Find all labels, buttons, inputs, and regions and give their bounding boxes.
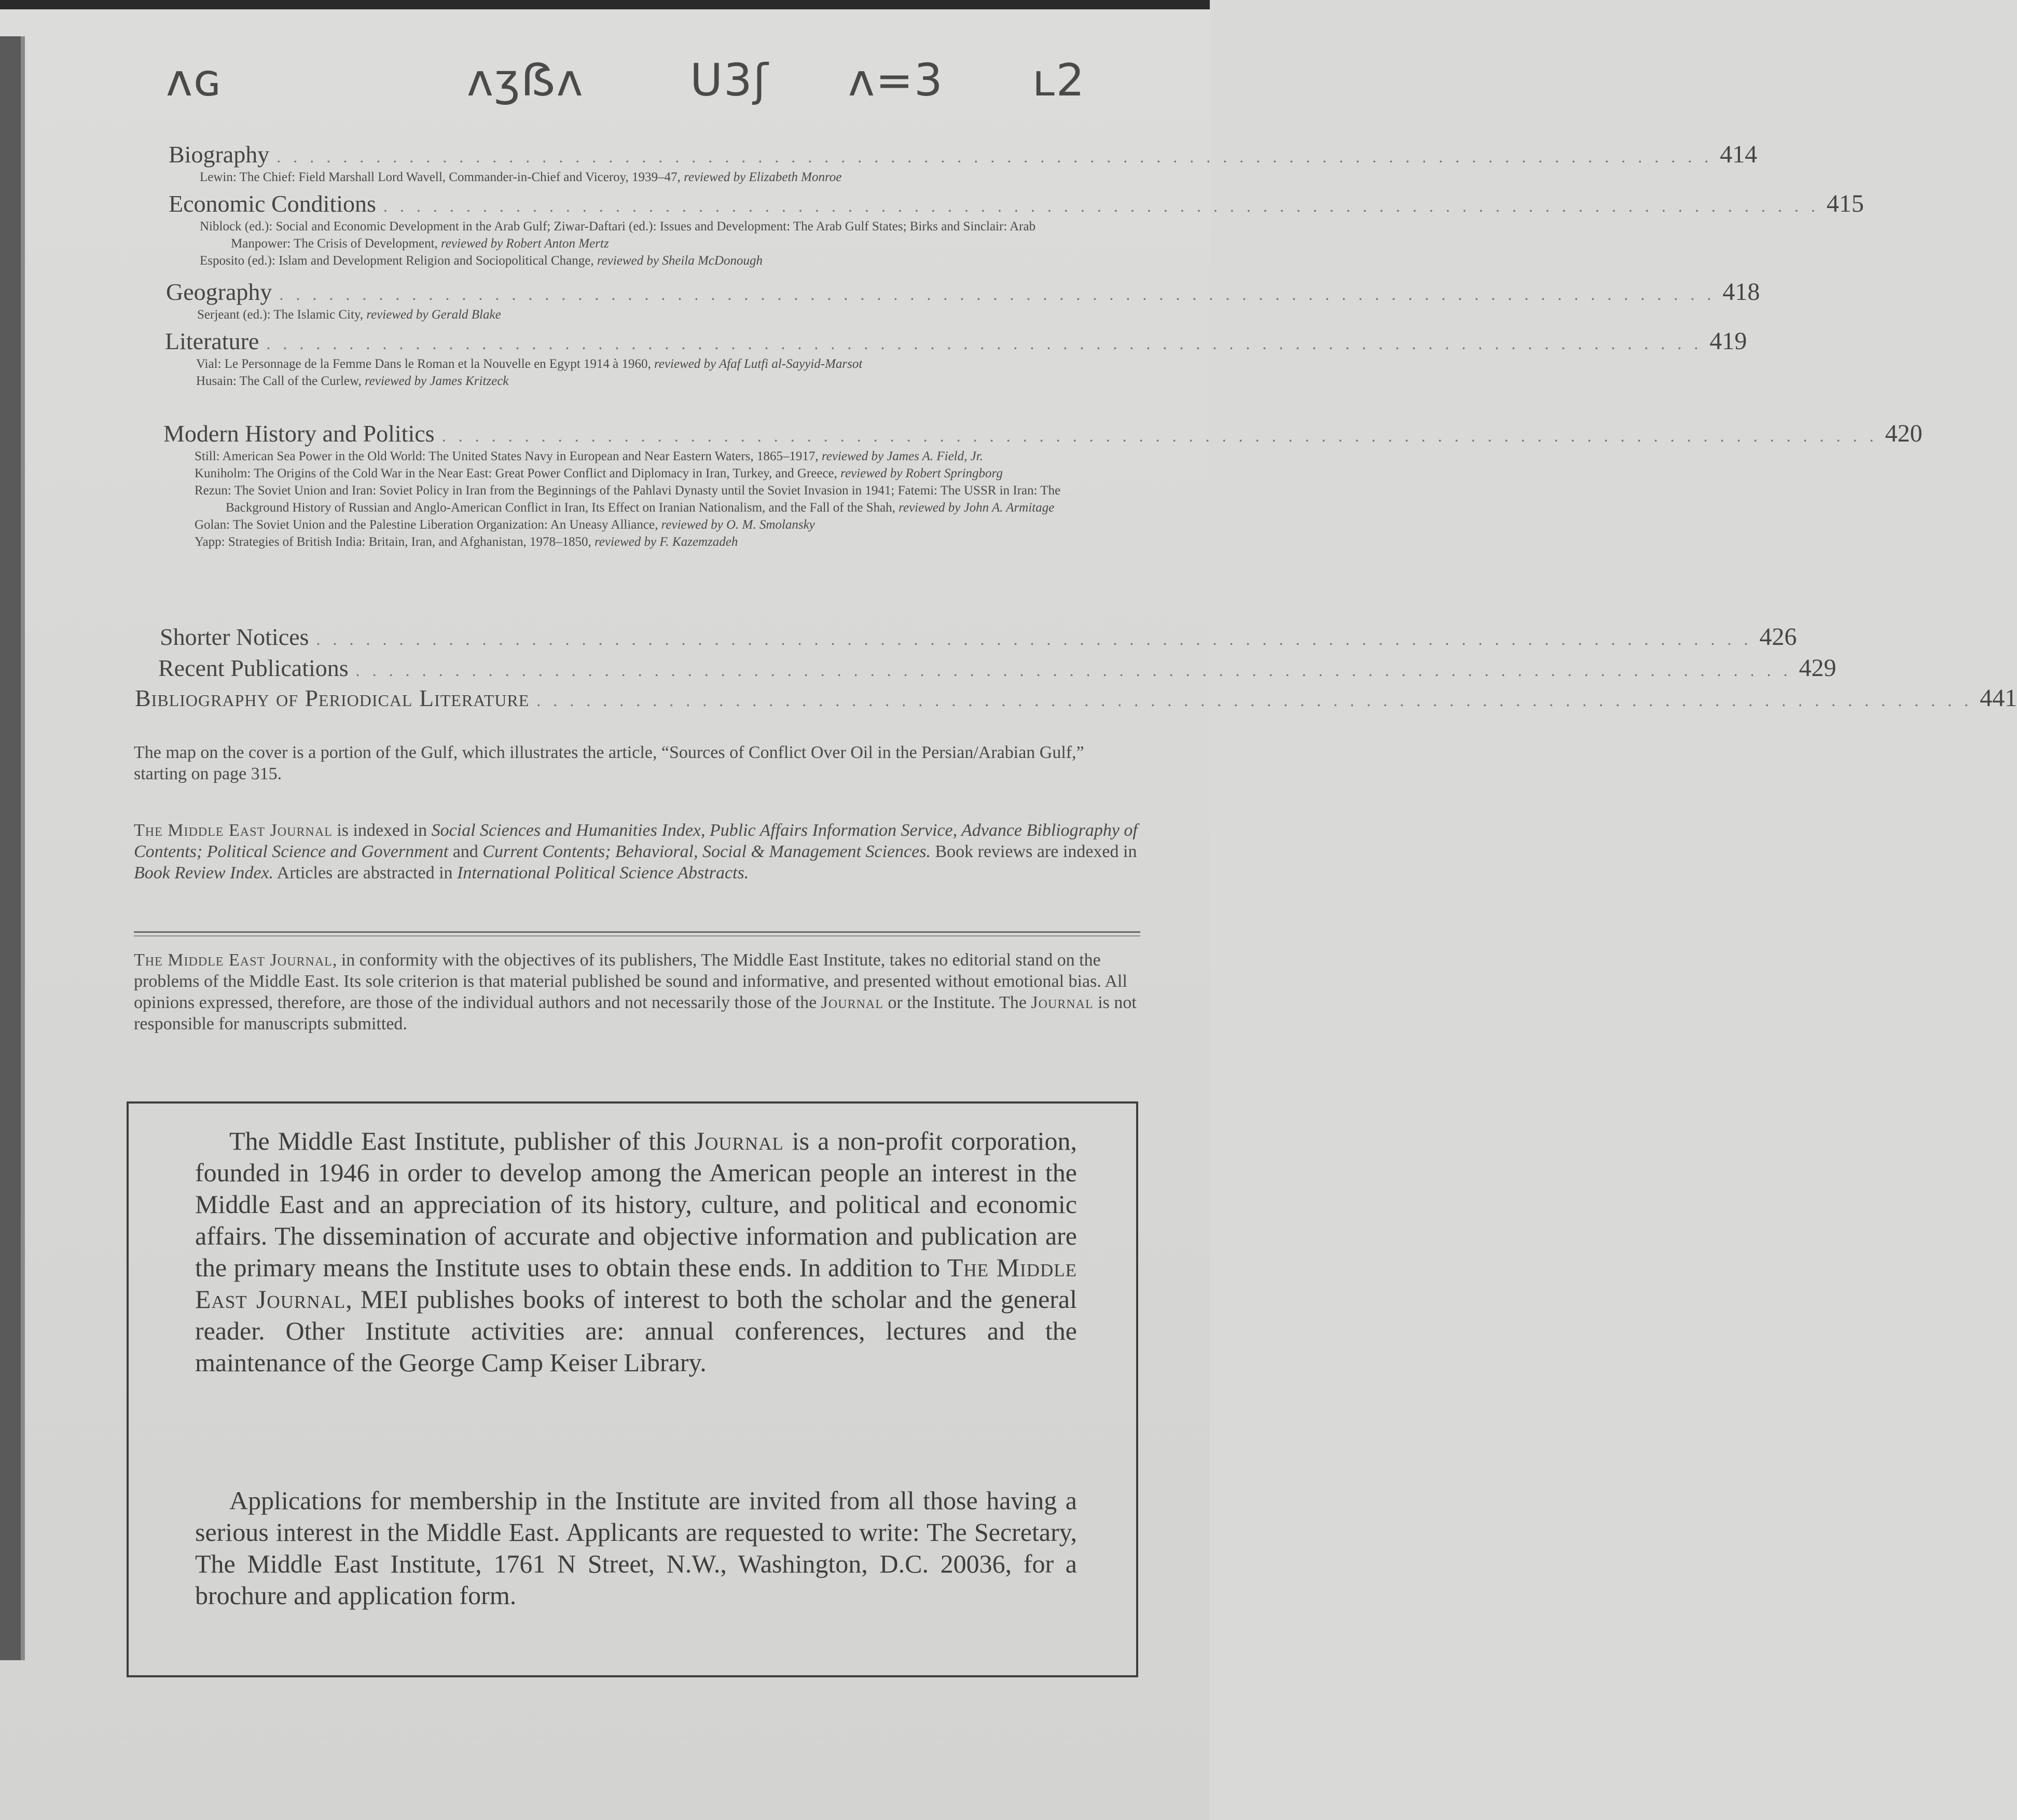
institute-info-box	[127, 1101, 1138, 1677]
handwritten-part: ʟ2	[1032, 54, 1086, 106]
toc-entry	[135, 684, 2017, 712]
journal-name: The Middle East Journal	[134, 950, 333, 970]
handwritten-part: ʌɢ	[166, 54, 223, 106]
review-reviewer: reviewed by James A. Field, Jr.	[821, 449, 983, 463]
book-review	[163, 465, 1084, 482]
toc-entry	[169, 140, 1758, 186]
indexing-note	[134, 820, 1140, 884]
institute-description	[195, 1125, 1077, 1378]
review-citation: Lewin: The Chief: Field Marshall Lord Wavell, Commander-in-Chief and Viceroy, 1939–47,	[200, 170, 681, 184]
text-run: , MEI publishes books of interest to both the scholar and the general reader. Other Institute activities are: annual conferences, lectures and the maintenance of the George Camp Keiser Library.	[195, 1285, 1077, 1377]
review-citation: Golan: The Soviet Union and the Palestine Liberation Organization: An Uneasy Alliance,	[195, 518, 658, 532]
journal-word: Journal	[821, 993, 883, 1012]
toc-page-number: 418	[1722, 278, 1760, 306]
toc-section-title: Geography	[166, 279, 272, 305]
book-review	[169, 252, 1084, 269]
review-reviewer: reviewed by Robert Anton Mertz	[441, 237, 609, 251]
toc-page-number: 415	[1826, 190, 1864, 217]
book-review	[163, 448, 1084, 465]
text-run: is indexed in	[332, 821, 432, 840]
toc-leader-dots: . . . . . . . . . . . . . . . . . . . . . . . . . . . . . . . . . . . . . . . . . . . . . . . . . . . . . . . . . . . . . . . . . . . . . . . . . . . . . . . . . . . . . . .	[266, 334, 1703, 353]
review-reviewer: reviewed by O. M. Smolansky	[661, 518, 815, 532]
handwritten-part: U3ʃ	[690, 54, 769, 106]
toc-section-title: Shorter Notices	[160, 624, 309, 650]
toc-page-number: 441	[1980, 684, 2017, 712]
toc-page-number: 426	[1759, 623, 1797, 651]
toc-entry	[169, 189, 1864, 269]
index-names: Social Sciences and Humanities Index, Public Affairs Information Service, Advance Bibliography of Contents; Political Science and Government	[134, 821, 1138, 861]
toc-section-title: Modern History and Politics	[163, 420, 435, 447]
text-run: The Middle East Institute, publisher of this	[229, 1126, 695, 1155]
review-citation: Serjeant (ed.): The Islamic City,	[197, 308, 364, 322]
membership-info: Applications for membership in the Institute are invited from all those having a serious interest in the Middle East. Applicants are requested to write: The Secretary, The Middle East Institute, 1761 N Street, N.W., Washington, D.C. 20036, for a brochure and application form.	[195, 1486, 1077, 1610]
review-citation: Niblock (ed.): Social and Economic Development in the Arab Gulf; Ziwar-Daftari (ed.): Issues and Development: The Arab Gulf States; Birks and Sinclair: Arab Manpower: The Crisis of Development,	[200, 219, 1036, 251]
book-review	[169, 218, 1084, 252]
scan-binding-edge	[0, 36, 21, 1660]
toc-leader-dots: . . . . . . . . . . . . . . . . . . . . . . . . . . . . . . . . . . . . . . . . . . . . . . . . . . . . . . . . . . . . . . . . . . . . . . . . . . . . . . . . . . . . . . .	[277, 147, 1713, 166]
review-citation: Still: American Sea Power in the Old World: The United States Navy in European and Near Eastern Waters, 1865–1917,	[195, 449, 819, 463]
double-rule-top	[134, 931, 1140, 933]
cover-note: The map on the cover is a portion of the Gulf, which illustrates the article, “Sources of Conflict Over Oil in the Persian/Arabian Gulf,” starting on page 315.	[134, 743, 1084, 783]
review-citation: Vial: Le Personnage de la Femme Dans le Roman et la Nouvelle en Egypt 1914 à 1960,	[196, 357, 651, 371]
scan-binding-edge-inner	[21, 36, 25, 1660]
journal-word: Journal	[694, 1126, 784, 1155]
toc-section-title: Bibliography of Periodical Literature	[135, 685, 530, 711]
review-citation: Yapp: Strategies of British India: Britain, Iran, and Afghanistan, 1978–1850,	[195, 535, 591, 549]
review-reviewer: reviewed by Afaf Lutfi al-Sayyid-Marsot	[654, 357, 863, 371]
handwritten-call-number	[156, 54, 1141, 112]
double-rule-bottom	[134, 935, 1140, 936]
index-names: Current Contents; Behavioral, Social & Management Sciences.	[482, 842, 931, 861]
review-reviewer: reviewed by Elizabeth Monroe	[684, 170, 842, 184]
toc-page-number: 429	[1799, 654, 1836, 682]
toc-entry	[166, 278, 1760, 323]
toc-entry	[160, 623, 1797, 651]
review-reviewer: reviewed by James Kritzeck	[364, 374, 509, 388]
review-citation: Husain: The Call of the Curlew,	[196, 374, 362, 388]
review-citation: Rezun: The Soviet Union and Iran: Soviet Policy in Iran from the Beginnings of the Pahlavi Dynasty until the Soviet Invasion in 1941; Fatemi: The USSR in Iran: The Background History of Russian and Anglo-American Conflict in Iran, Its Effect on Iranian Nationalism, and the Fall of the Shah,	[195, 484, 1061, 515]
text-run: Articles are abstracted in	[273, 863, 458, 883]
toc-entry	[158, 654, 1836, 682]
book-review	[163, 482, 1084, 516]
toc-page-number: 414	[1720, 141, 1758, 168]
toc-section-title: Biography	[169, 141, 270, 168]
review-citation: Esposito (ed.): Islam and Development Religion and Sociopolitical Change,	[200, 254, 594, 268]
book-review	[165, 355, 1084, 373]
toc-leader-dots: . . . . . . . . . . . . . . . . . . . . . . . . . . . . . . . . . . . . . . . . . . . . . . . . . . . . . . . . . . . . . . . . . . . . . . . . . . . . . . . . . . . . . . .	[279, 285, 1716, 304]
toc-section-title: Literature	[165, 328, 259, 354]
toc-section-title: Economic Conditions	[169, 190, 376, 217]
text-run: , in conformity with the objectives of its publishers, The Middle East Institute, takes no editorial stand on the problems of the Middle East. Its sole criterion is that material published be sound and informative, and presented without emotional bias. All opinions expressed, therefore, are those of the individual authors and not necessarily those of the	[134, 950, 1127, 1012]
text-run: or the Institute. The	[883, 993, 1031, 1012]
handwritten-part: ʌʒẞʌ	[467, 54, 584, 106]
toc-entry	[165, 327, 1747, 390]
toc-leader-dots: . . . . . . . . . . . . . . . . . . . . . . . . . . . . . . . . . . . . . . . . . . . . . . . . . . . . . . . . . . . . . . . . . . . . . . . . . . . . . . . . . . . . . . .	[383, 197, 1819, 215]
toc-leader-dots: . . . . . . . . . . . . . . . . . . . . . . . . . . . . . . . . . . . . . . . . . . . . . . . . . . . . . . . . . . . . . . . . . . . . . . . . . . . . . . . . . . . . . . .	[316, 630, 1752, 649]
book-review	[169, 169, 1084, 186]
review-reviewer: reviewed by Gerald Blake	[366, 308, 501, 322]
journal-word: Journal	[1031, 993, 1094, 1012]
book-review	[163, 533, 1084, 550]
text-run: and	[448, 842, 483, 861]
index-names: Book Review Index.	[134, 863, 274, 883]
review-reviewer: reviewed by John A. Armitage	[899, 501, 1055, 515]
journal-name: The Middle East Journal	[195, 1253, 1077, 1314]
toc-page-number: 420	[1885, 420, 1923, 447]
toc-leader-dots: . . . . . . . . . . . . . . . . . . . . . . . . . . . . . . . . . . . . . . . . . . . . . . . . . . . . . . . . . . . . . . . . . . . . . . . . . . . . . . . . . . . . . . .	[441, 426, 1878, 445]
handwritten-part: ʌ=3	[848, 54, 944, 106]
text-run: is a non-profit corporation, founded in 1946 in order to develop among the American people an interest in the Middle East and an appreciation of its history, culture, and political and economic affairs. The dissemination of accurate and objective information and publication are the primary means the Institute uses to obtain these ends. In addition to	[195, 1126, 1077, 1282]
book-review	[165, 373, 1084, 390]
toc-leader-dots: . . . . . . . . . . . . . . . . . . . . . . . . . . . . . . . . . . . . . . . . . . . . . . . . . . . . . . . . . . . . . . . . . . . . . . . . . . . . . . . . . . . . . . .	[536, 691, 1973, 710]
toc-entry	[163, 419, 1923, 550]
scan-top-edge	[0, 0, 1210, 9]
toc-page-number: 419	[1709, 327, 1747, 355]
review-reviewer: reviewed by Sheila McDonough	[597, 254, 763, 268]
text-run: Book reviews are indexed in	[930, 842, 1137, 861]
book-review	[163, 516, 1084, 533]
toc-leader-dots: . . . . . . . . . . . . . . . . . . . . . . . . . . . . . . . . . . . . . . . . . . . . . . . . . . . . . . . . . . . . . . . . . . . . . . . . . . . . . . . . . . . . . . .	[355, 661, 1792, 680]
journal-name: The Middle East Journal	[134, 821, 333, 840]
review-citation: Kuniholm: The Origins of the Cold War in the Near East: Great Power Conflict and Diplomacy in Iran, Turkey, and Greece,	[195, 466, 837, 480]
editorial-disclaimer	[134, 949, 1140, 1035]
index-names: International Political Science Abstracts.	[457, 863, 749, 883]
review-reviewer: reviewed by Robert Springborg	[840, 466, 1003, 480]
toc-section-title: Recent Publications	[158, 655, 349, 681]
book-review	[166, 306, 1084, 323]
review-reviewer: reviewed by F. Kazemzadeh	[594, 535, 738, 549]
text-run: is not responsible for manuscripts submitted.	[134, 993, 1137, 1033]
